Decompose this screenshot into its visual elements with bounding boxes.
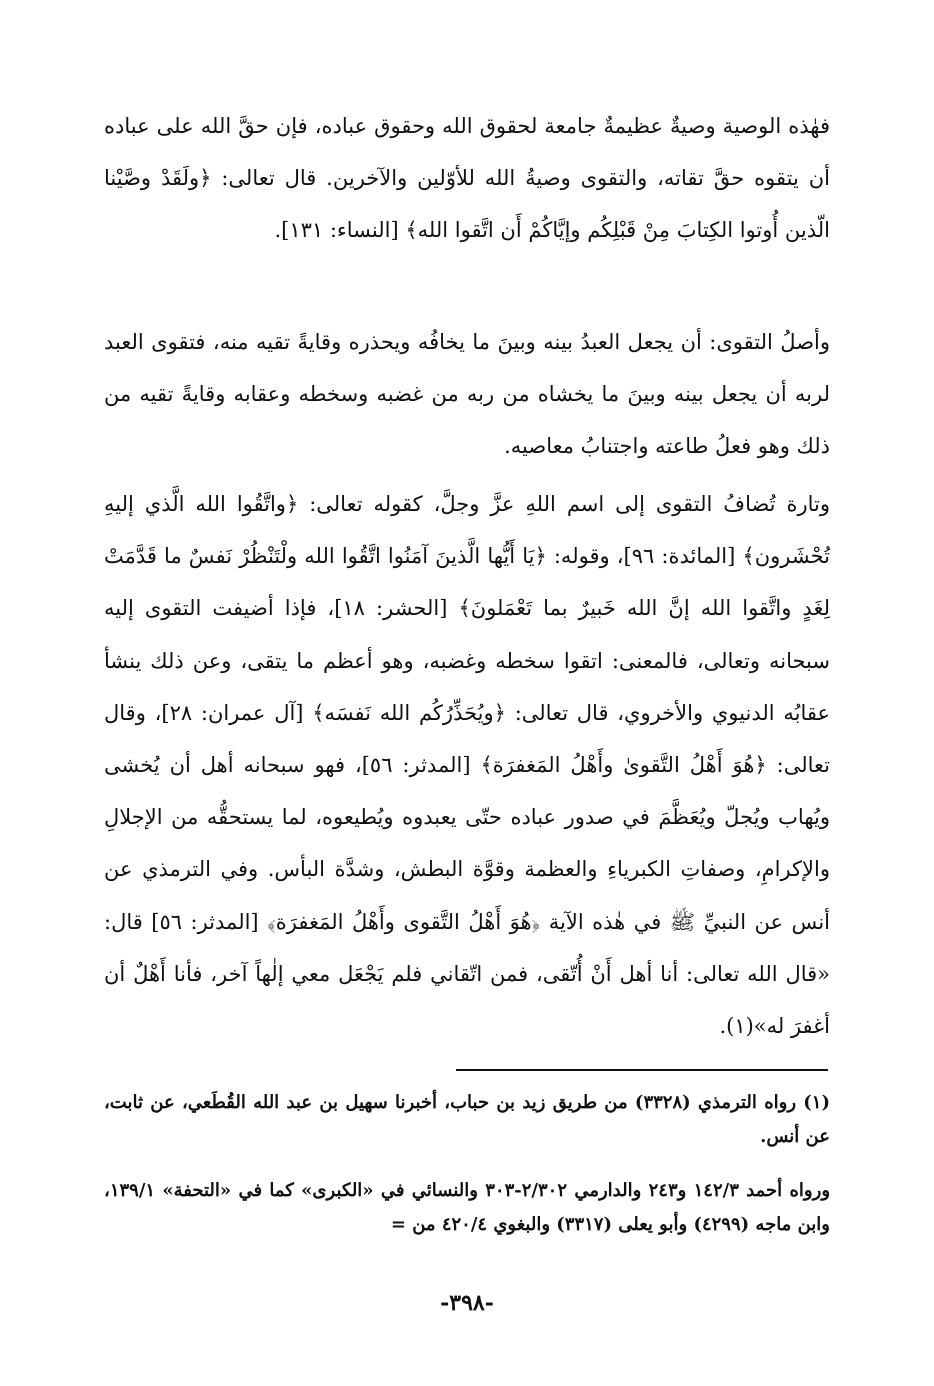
paragraph-idafat-taqwa: وتارة تُضافُ التقوى إلى اسم اللهِ عزَّ وجلَّ، كقوله تعالى: ﴿واتَّقُوا الله الَّذي إليهِ تُحْشَرون﴾ [المائدة: ٩٦]، وقوله: ﴿يَا أَيُّها الَّذينَ آمَنُوا اتَّقُوا الله ولْتَنْظُرْ نَفسٌ ما قَدَّمَتْ لِغَدٍ واتَّقوا الله إنَّ الله خَبيرٌ بما تَعْمَلونَ﴾ [الحشر: ١٨]، فإذا أضيفت التقوى إليه سبحانه وتعالى، فالمعنى: اتقوا سخطه وغضبه، وهو أعظم ما يتقى، وعن ذلك ينشأ عقابُه الدنيوي والأخروي، قال تعالى: ﴿ويُحَذِّرُكُم الله نَفسَه﴾ [آل عمران: ٢٨]، وقال تعالى: ﴿هُوَ أَهْلُ التَّقوىٰ وأَهْلُ المَغفرَة﴾ [المدثر: ٥٦]، فهو سبحانه أهل أن يُخشى ويُهاب ويُجلّ ويُعَظَّمَ في صدور عباده حتّى يعبدوه ويُطيعوه، لما يستحقُّه من الإجلالِ والإكرامِ، وصفاتِ الكبرياءِ والعظمة وقوَّة البطش، وشدَّة البأس. وفي الترمذي عن أنس عن النبيِّ ﷺ في هٰذه الآية ﴿هُوَ أَهْلُ التَّقوى وأَهْلُ المَغفرَة﴾ [المدثر: ٥٦] قال: «قال الله تعالى: أنا أهل أَنْ أُتّقى، فمن اتّقاني فلم يَجْعَل معي إلٰهاً آخر، فأنا أَهْلٌ أن أغفرَ له»(١).	[104, 492, 830, 1039]
paragraph-wasiyya: فهٰذه الوصية وصيةٌ عظيمةٌ جامعة لحقوق الله وحقوق عباده، فإن حقَّ الله على عباده أن يتقوه حقَّ تقاته، والتقوى وصيةُ الله للأوّلين والآخرين. قال تعالى: ﴿ولَقَدْ وصَّيْنا الّذين أُوتوا الكِتابَ مِنْ قَبْلِكُم وإيَّاكُمْ أَن اتَّقوا الله﴾ [النساء: ١٣١].	[104, 114, 830, 242]
page-number: -٣٩٨-	[440, 1290, 494, 1316]
paragraph-asl-taqwa: وأصلُ التقوى: أن يجعل العبدُ بينه وبينَ ما يخافُه ويحذره وقايةً تقيه منه، فتقوى العبد لربه أن يجعل بينه وبينَ ما يخشاه من ربه من غضبه وسخطه وعقابه وقايةً تقيه من ذلك وهو فعلُ طاعته واجتنابُ معاصيه.	[104, 330, 830, 458]
footnote-divider	[456, 1069, 828, 1071]
footnote-other-sources: ورواه أحمد ١٤٢/٣ و٢٤٣ والدارمي ٢/٣٠٢-٣٠٣ والنسائي في «الكبرى» كما في «التحفة» ١٣٩/١، وابن ماجه (٤٢٩٩) وأبو يعلى (٣٣١٧) والبغوي ٤٢٠/٤ من =	[104, 1180, 831, 1235]
footnote-tirmidhi: (١) رواه الترمذي (٣٣٢٨) من طريق زيد بن حباب، أخبرنا سهيل بن عبد الله القُطَعي، عن ثابت، عن أنس.	[104, 1092, 830, 1147]
